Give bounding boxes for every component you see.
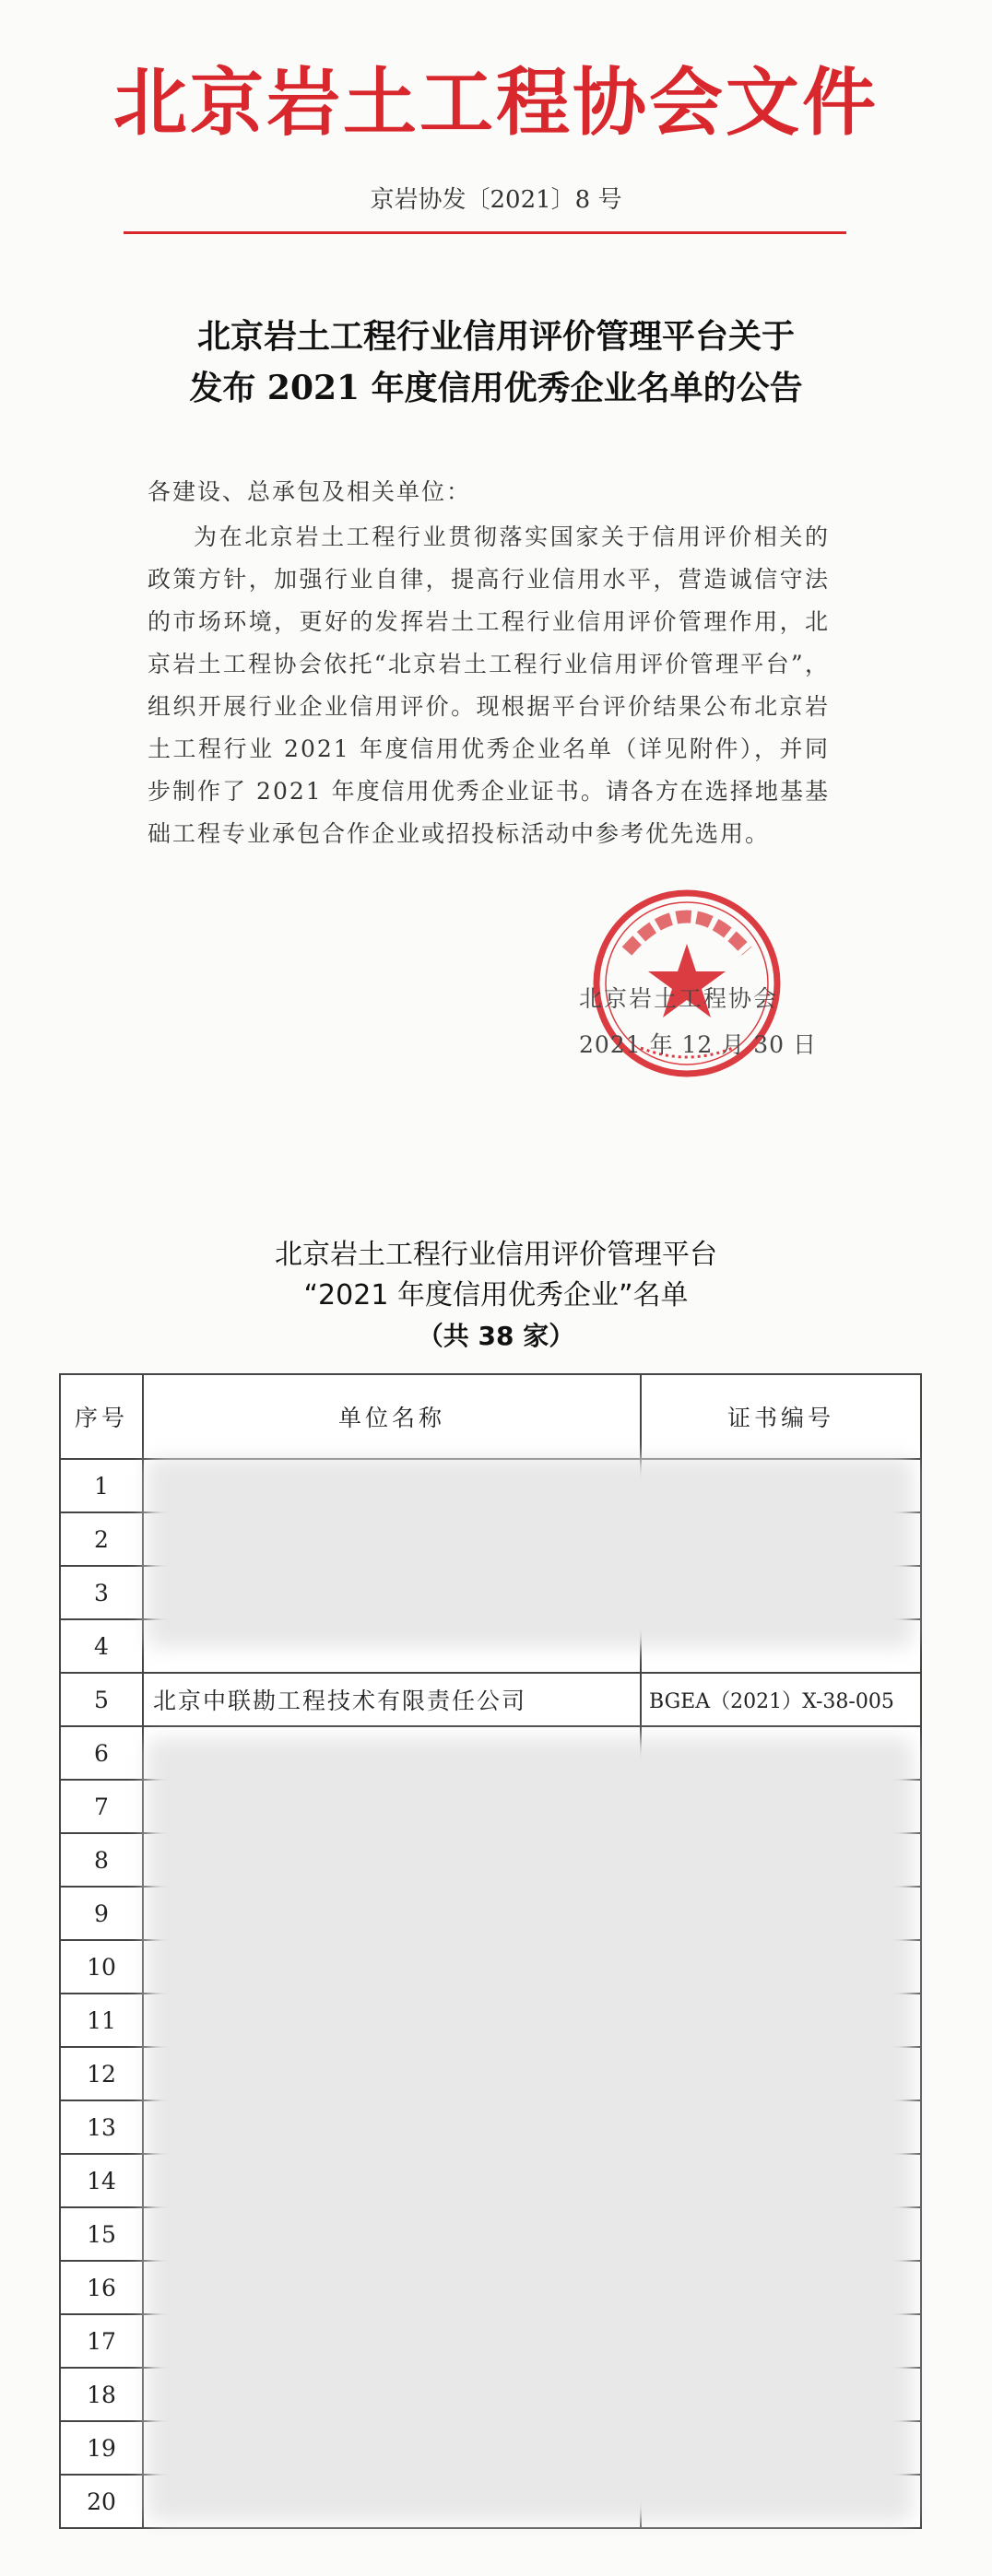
row-number: 5 — [60, 1673, 143, 1726]
letterhead-title: 北京岩土工程协会文件 — [113, 60, 879, 146]
list-count: （共 38 家） — [417, 1321, 575, 1351]
row-number: 19 — [60, 2421, 143, 2475]
row-number: 7 — [60, 1780, 143, 1833]
announcement-body: 为在北京岩土工程行业贯彻落实国家关于信用评价相关的政策方针，加强行业自律，提高行业信用水平，营造诚信守法的市场环境，更好的发挥岩土工程行业信用评价管理作用，北京岩土工程协会依托“北京岩土工程行业信用评价管理平台”，组织开展行业企业信用评价。现根据平台评价结果公布北京岩土工程行业 2021 年度信用优秀企业名单（详见附件），并同步制作了 2021 年度信用优秀企业证书。请各方在选择地基基础工程专业承包合作企业或招投标活动中参考优先选用。 — [148, 523, 830, 847]
salutation: 各建设、总承包及相关单位： — [148, 478, 472, 505]
row-number: 15 — [60, 2207, 143, 2261]
row-number: 13 — [60, 2100, 143, 2154]
row-number: 1 — [60, 1459, 143, 1512]
row-number: 18 — [60, 2368, 143, 2421]
row-number: 16 — [60, 2261, 143, 2314]
list-title — [0, 1235, 992, 1357]
red-divider — [124, 231, 846, 234]
announcement-title — [0, 311, 992, 414]
redacted-block-bottom — [148, 1738, 913, 2522]
announcement-title-line2: 发布 2021 年度信用优秀企业名单的公告 — [189, 369, 803, 407]
table-header-row — [60, 1374, 921, 1459]
row-number: 2 — [60, 1512, 143, 1566]
signature-date: 2021 年 12 月 30 日 — [579, 1031, 817, 1058]
row-number: 6 — [60, 1726, 143, 1780]
list-title-line2: “2021 年度信用优秀企业”名单 — [303, 1279, 689, 1312]
row-number: 9 — [60, 1887, 143, 1940]
row-number: 14 — [60, 2154, 143, 2207]
row-number: 8 — [60, 1833, 143, 1887]
document-number: 京岩协发〔2021〕8 号 — [370, 186, 622, 214]
row-number: 10 — [60, 1940, 143, 1994]
signature-organization: 北京岩土工程协会 — [579, 985, 779, 1012]
company-name: 北京中联勘工程技术有限责任公司 — [143, 1673, 641, 1726]
row-number: 20 — [60, 2475, 143, 2528]
row-number: 3 — [60, 1566, 143, 1619]
row-number: 11 — [60, 1994, 143, 2047]
certificate-number: BGEA（2021）X-38-005 — [641, 1673, 921, 1726]
column-header-certificate-number: 证书编号 — [641, 1374, 921, 1459]
row-number: 17 — [60, 2314, 143, 2368]
column-header-company-name: 单位名称 — [143, 1374, 641, 1459]
announcement-title-line1: 北京岩土工程行业信用评价管理平台关于 — [196, 317, 795, 356]
row-number: 4 — [60, 1619, 143, 1673]
redacted-block-top — [148, 1458, 913, 1648]
table-row — [60, 1673, 921, 1726]
row-number: 12 — [60, 2047, 143, 2100]
list-title-line1: 北京岩土工程行业信用评价管理平台 — [275, 1239, 717, 1271]
column-header-number: 序号 — [60, 1374, 143, 1459]
